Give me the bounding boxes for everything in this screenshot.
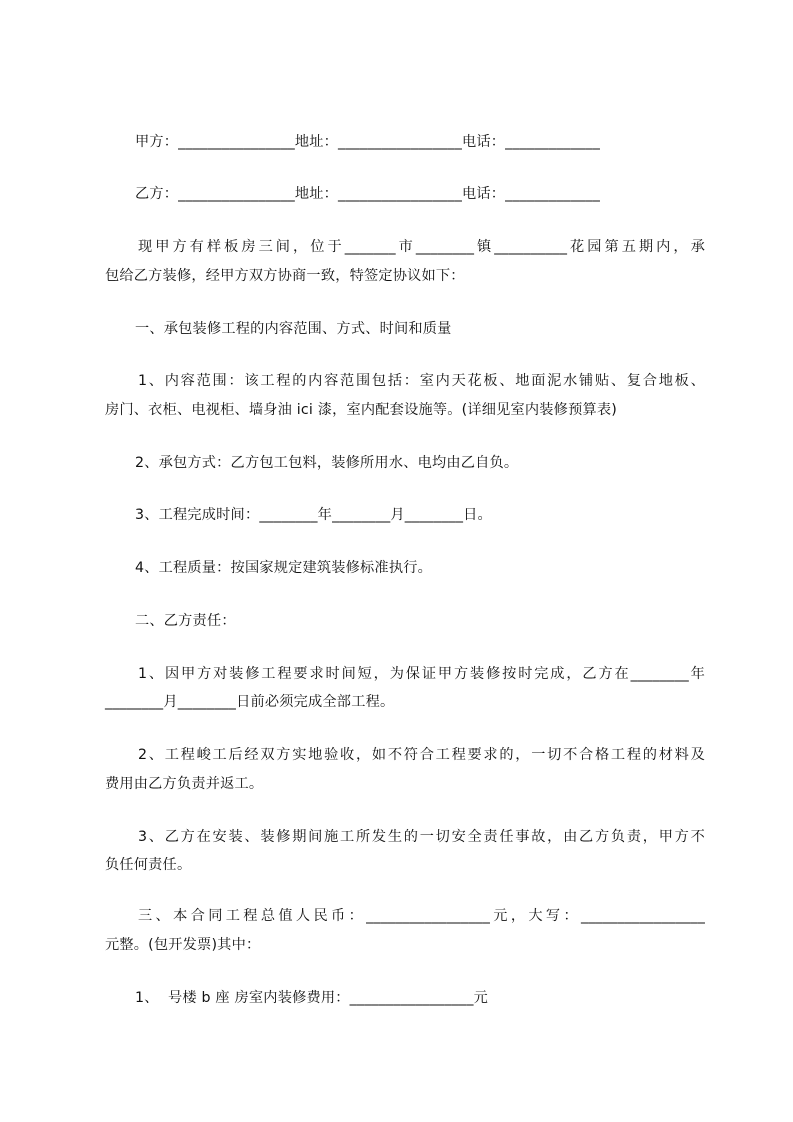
section-3-heading-line-1: 三、本合同工程总值人民币：_________________元，大写：_________________	[138, 908, 705, 924]
intro-line-2: 包给乙方装修，经甲方双方协商一致，特签定协议如下：	[105, 268, 465, 284]
section-3-item-1: 1、 号楼 b 座 房室内装修费用：_________________元	[135, 990, 489, 1006]
section-2-item-2-line-1: 2、工程峻工后经双方实地验收，如不符合工程要求的，一切不合格工程的材料及	[138, 747, 705, 763]
section-1-item-2: 2、承包方式：乙方包工包料，装修所用水、电均由乙自负。	[135, 455, 519, 471]
section-2-item-3-line-1: 3、乙方在安装、装修期间施工所发生的一切安全责任事故，由乙方负责，甲方不	[138, 829, 705, 845]
section-1-item-4: 4、工程质量：按国家规定建筑装修标准执行。	[135, 560, 432, 576]
section-2-item-2-line-2: 费用由乙方负责并返工。	[105, 776, 264, 792]
section-3-heading-line-2: 元整。(包开发票)其中：	[105, 937, 261, 953]
section-2-item-1-line-2: ________月________日前必须完成全部工程。	[105, 694, 395, 710]
section-2-heading: 二、乙方责任：	[135, 613, 236, 629]
party-b-line: 乙方：________________地址：_________________电话：_____________	[135, 186, 601, 202]
section-1-item-1-line-2: 房门、衣柜、电视柜、墙身油 ici 漆，室内配套设施等。(详细见室内装修预算表)	[105, 402, 617, 418]
intro-line-1: 现甲方有样板房三间，位于_______市________镇__________花园第五期内，承	[138, 239, 705, 255]
section-2-item-3-line-2: 负任何责任。	[105, 857, 192, 873]
party-a-line: 甲方：________________地址：_________________电话：_____________	[135, 134, 601, 150]
section-2-item-1-line-1: 1、因甲方对装修工程要求时间短，为保证甲方装修按时完成，乙方在________年	[138, 666, 705, 682]
section-1-item-1-line-1: 1、内容范围：该工程的内容范围包括：室内天花板、地面泥水铺贴、复合地板、	[138, 373, 705, 389]
section-1-heading: 一、承包装修工程的内容范围、方式、时间和质量	[135, 321, 452, 337]
section-1-item-3: 3、工程完成时间：________年________月________日。	[135, 507, 492, 523]
